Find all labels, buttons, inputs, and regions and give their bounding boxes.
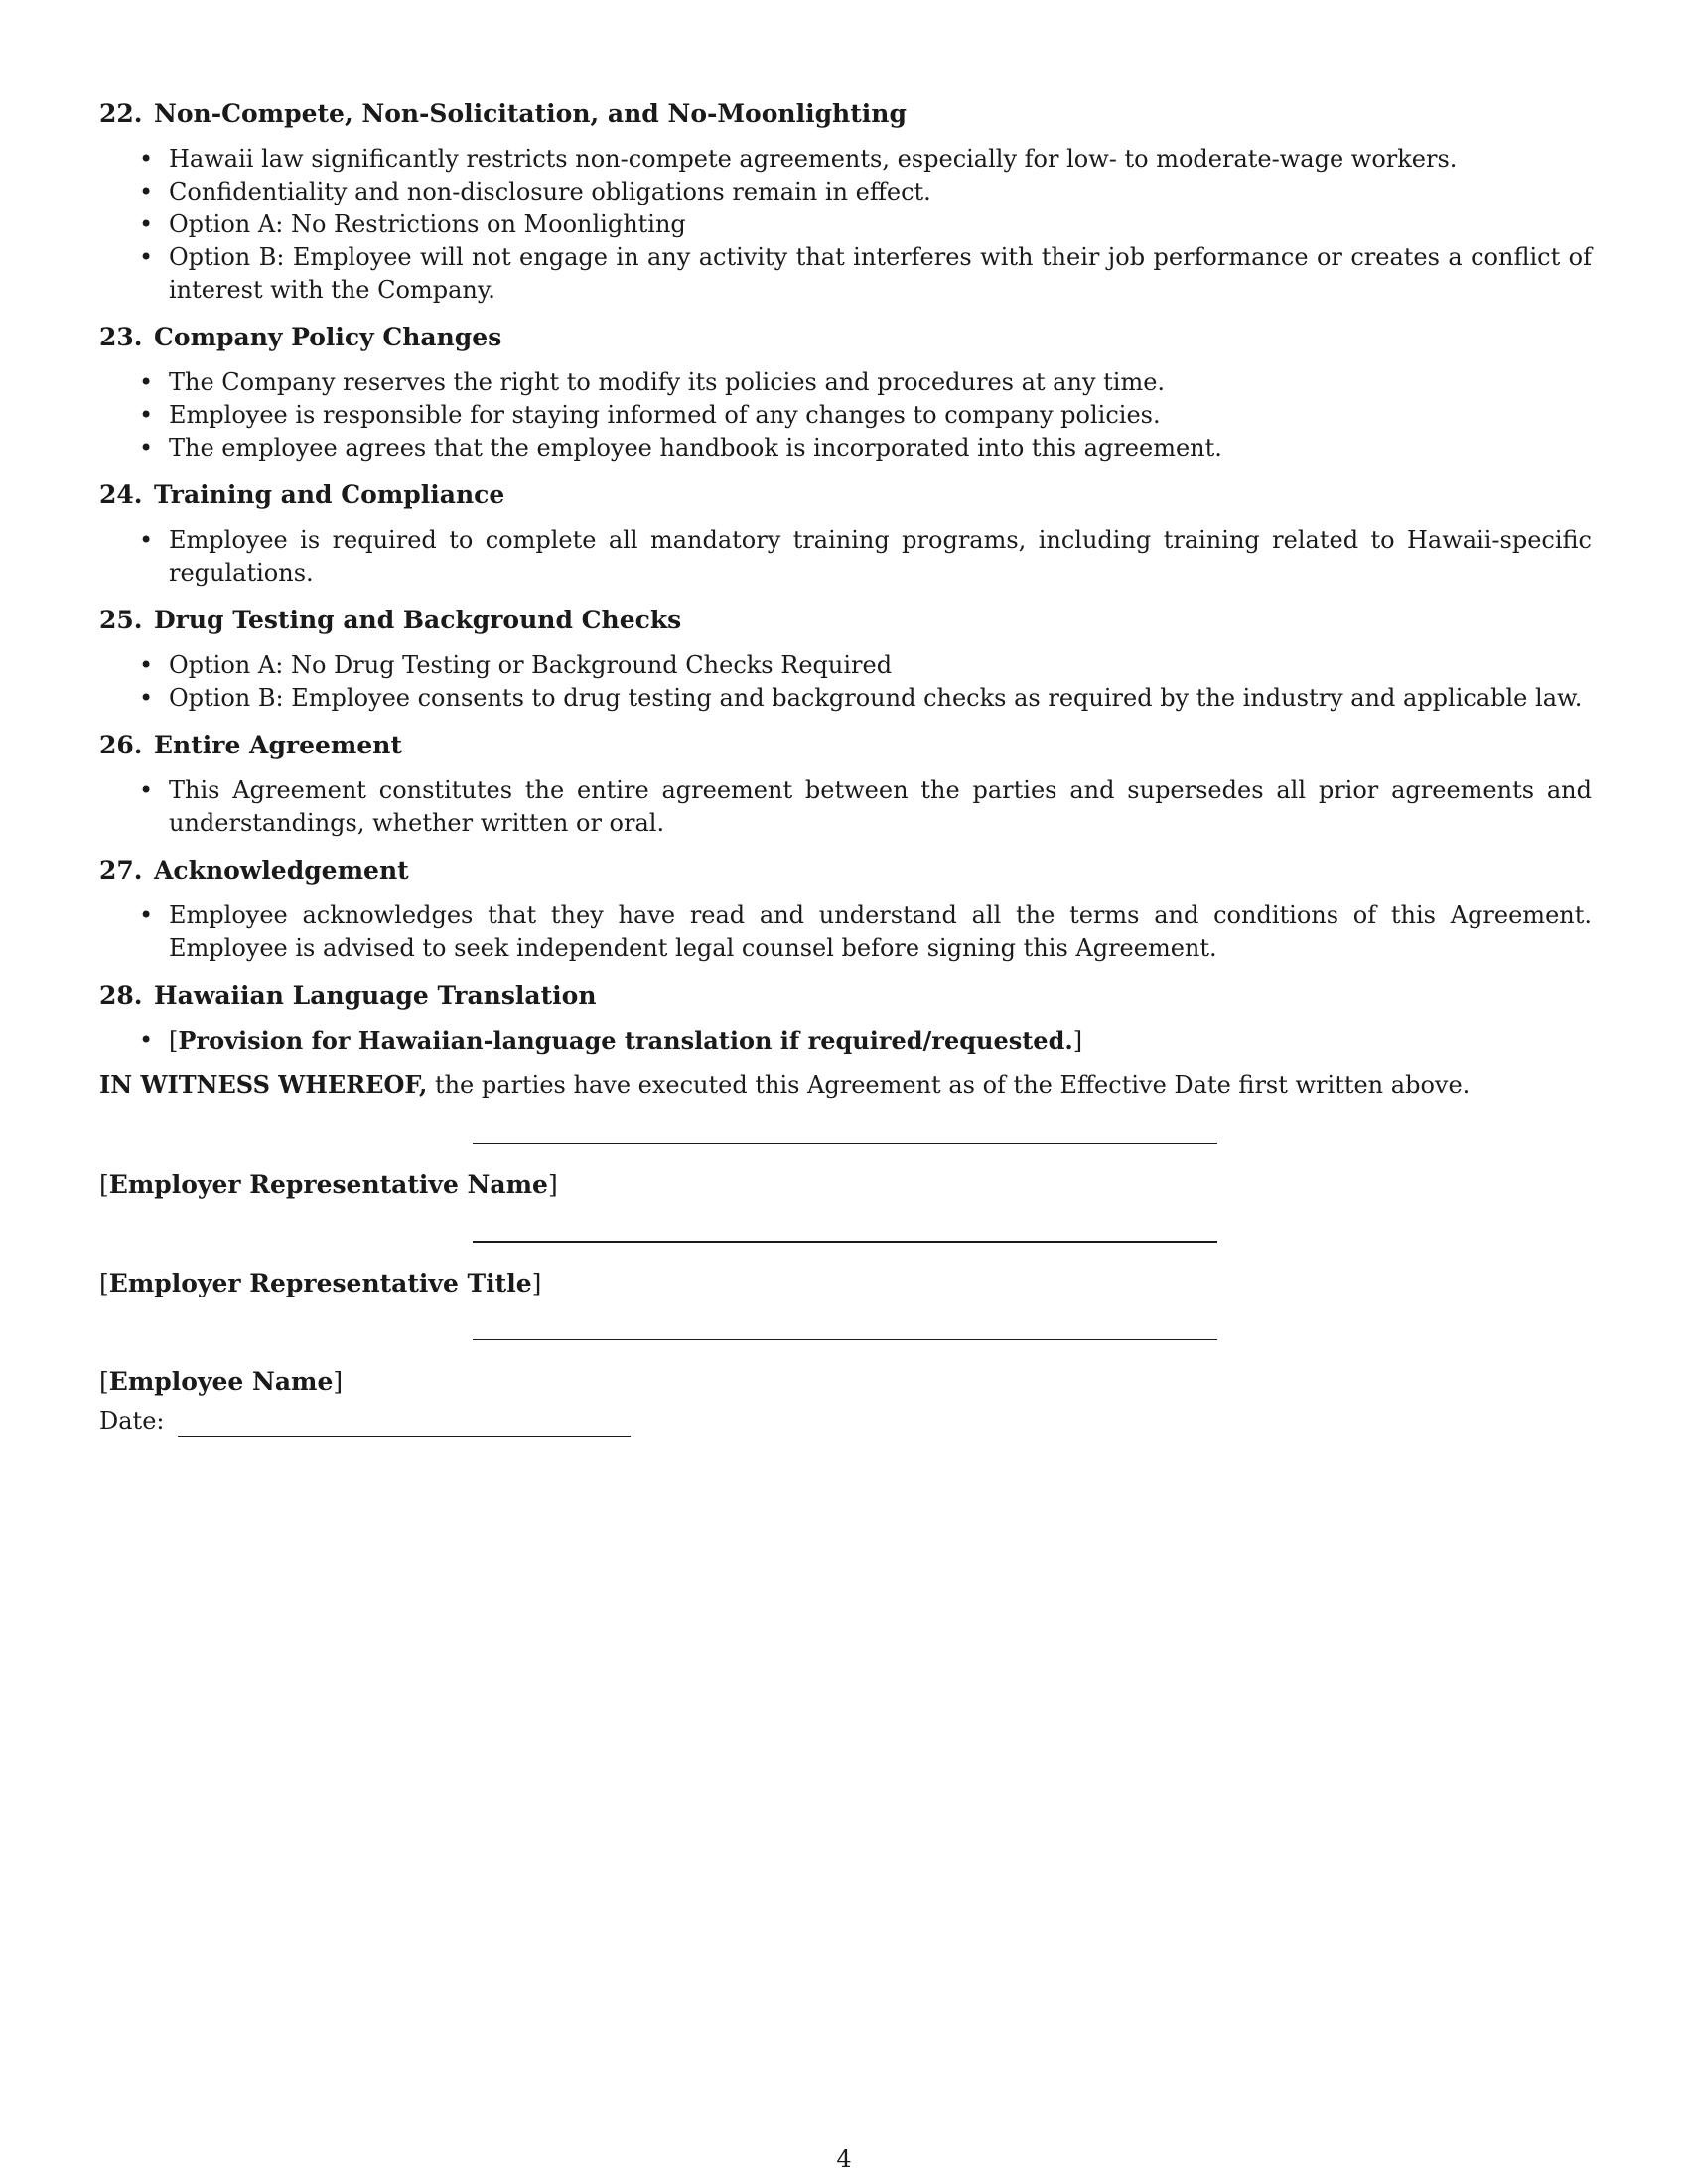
- section-number: 25.: [99, 606, 143, 634]
- bracket-open: [: [99, 1269, 109, 1297]
- date-label: Date:: [99, 1407, 165, 1434]
- signature-label: [99, 1267, 541, 1300]
- signature-block-employee-name: [99, 1321, 1592, 1405]
- section-27: [99, 854, 1592, 965]
- bracket-open: [: [99, 1367, 109, 1396]
- section-number: 28.: [99, 981, 143, 1010]
- section-list: [99, 899, 1592, 965]
- signature-line[interactable]: [473, 1339, 1217, 1340]
- signature-block-employer-title: [99, 1223, 1592, 1321]
- signature-label-text: Employer Representative Name: [108, 1170, 548, 1199]
- list-item: • Option B: Employee will not engage in any activity that interferes with their job performance or creates a conflict of interest with the Company.: [99, 241, 1592, 307]
- section-list: [99, 524, 1592, 590]
- list-item: • The Company reserves the right to modify its policies and procedures at any time.: [99, 366, 1592, 399]
- list-item: • Confidentiality and non-disclosure obligations remain in effect.: [99, 176, 1592, 208]
- section-title: Training and Compliance: [154, 480, 505, 509]
- list-item: • This Agreement constitutes the entire agreement between the parties and supersedes all prior agreements and understandings, whether written or oral.: [99, 774, 1592, 840]
- list-item: • Option A: No Restrictions on Moonlighting: [99, 208, 1592, 241]
- signature-line[interactable]: [473, 1143, 1217, 1144]
- bracket-open: [: [99, 1170, 109, 1199]
- section-22: [99, 97, 1592, 307]
- bracket-close: ]: [531, 1269, 542, 1297]
- list-item: • The employee agrees that the employee handbook is incorporated into this agreement.: [99, 432, 1592, 465]
- page-number: 4: [836, 2145, 852, 2173]
- list-item: • Option B: Employee consents to drug testing and background checks as required by the industry and applicable law.: [99, 682, 1592, 715]
- section-number: 22.: [99, 99, 143, 128]
- document-page: [99, 97, 1592, 1437]
- signature-label: [99, 1365, 343, 1399]
- section-heading: [99, 854, 1592, 887]
- section-number: 23.: [99, 323, 143, 351]
- bracket-open: [: [169, 1027, 179, 1055]
- signature-label-text: Employer Representative Title: [108, 1269, 532, 1297]
- section-list: [99, 143, 1592, 307]
- section-title: Hawaiian Language Translation: [154, 981, 597, 1010]
- translation-provision-text: Provision for Hawaiian-language translation if required/requested.: [178, 1026, 1073, 1055]
- section-heading: [99, 321, 1592, 354]
- section-24: [99, 478, 1592, 590]
- list-item: • Employee is required to complete all mandatory training programs, including training related to Hawaii-specific regulations.: [99, 524, 1592, 590]
- section-heading: [99, 729, 1592, 762]
- section-28: [99, 979, 1592, 1058]
- bracket-close: ]: [1072, 1027, 1083, 1055]
- signature-block-employer-name: [99, 1125, 1592, 1223]
- list-item: • Employee is responsible for staying informed of any changes to company policies.: [99, 399, 1592, 432]
- date-row: [99, 1405, 1592, 1437]
- section-number: 24.: [99, 480, 143, 509]
- section-title: Acknowledgement: [154, 856, 409, 885]
- section-list: [99, 649, 1592, 715]
- bracket-close: ]: [333, 1367, 344, 1396]
- section-number: 27.: [99, 856, 143, 885]
- section-heading: [99, 478, 1592, 512]
- list-item: • Option A: No Drug Testing or Background Checks Required: [99, 649, 1592, 682]
- signature-label: [99, 1168, 558, 1202]
- section-title: Non-Compete, Non-Solicitation, and No-Moonlighting: [154, 99, 907, 128]
- section-list: [99, 366, 1592, 465]
- section-list: [99, 1024, 1592, 1058]
- date-line[interactable]: [178, 1413, 631, 1437]
- list-item: • Employee acknowledges that they have read and understand all the terms and conditions of this Agreement. Employee is advised to seek independent legal counsel before signing this Agreement.: [99, 899, 1592, 965]
- section-number: 26.: [99, 731, 143, 759]
- witness-lead: IN WITNESS WHEREOF,: [99, 1070, 428, 1099]
- witness-clause: [99, 1068, 1592, 1102]
- section-25: [99, 604, 1592, 715]
- signature-line[interactable]: [473, 1241, 1217, 1243]
- witness-text: the parties have executed this Agreement as of the Effective Date first written above.: [427, 1071, 1471, 1099]
- section-title: Drug Testing and Background Checks: [154, 606, 682, 634]
- signature-label-text: Employee Name: [108, 1367, 334, 1396]
- section-title: Company Policy Changes: [154, 323, 502, 351]
- section-list: [99, 774, 1592, 840]
- list-item: • Hawaii law significantly restricts non-compete agreements, especially for low- to moderate-wage workers.: [99, 143, 1592, 176]
- translation-provision-item: [99, 1024, 1592, 1058]
- section-23: [99, 321, 1592, 465]
- section-heading: [99, 97, 1592, 131]
- section-title: Entire Agreement: [154, 731, 402, 759]
- section-26: [99, 729, 1592, 840]
- section-heading: [99, 604, 1592, 637]
- section-heading: [99, 979, 1592, 1013]
- bracket-close: ]: [547, 1170, 558, 1199]
